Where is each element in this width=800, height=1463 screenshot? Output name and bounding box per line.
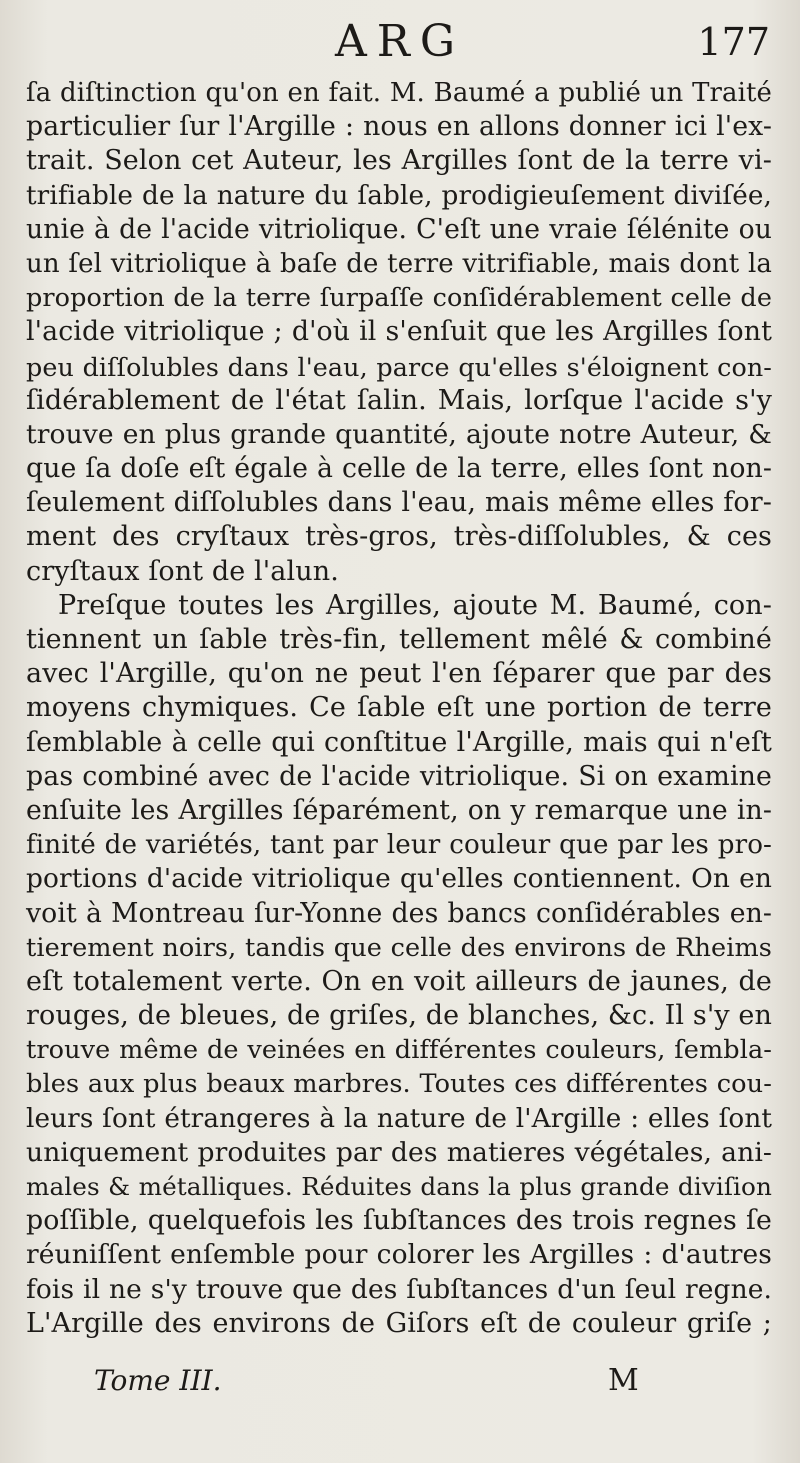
text-line: ſidérablement de l'état ſalin. Mais, lorſque l'acide s'y bbox=[26, 384, 772, 416]
text-line: proportion de la terre ſurpaſſe conſidérablement celle de bbox=[26, 283, 772, 314]
text-line: uniquement produites par des matieres végétales, ani- bbox=[26, 1136, 772, 1168]
text-line: voit à Montreau ſur-Yonne des bancs conſidérables en- bbox=[26, 897, 772, 929]
text-line: un ſel vitriolique à baſe de terre vitrifiable, mais dont la bbox=[26, 248, 772, 279]
text-line: fois il ne s'y trouve que des ſubſtances d'un ſeul regne. bbox=[26, 1273, 772, 1305]
text-line: trait. Selon cet Auteur, les Argilles ſont de la terre vi- bbox=[26, 145, 772, 177]
text-line: trouve même de veinées en différentes couleurs, ſembla- bbox=[26, 1035, 772, 1066]
text-line: tiennent un ſable très-fin, tellement mêlé & combiné bbox=[26, 624, 772, 655]
page-footer bbox=[0, 1361, 800, 1401]
text-line: L'Argille des environs de Giſors eſt de couleur griſe ; bbox=[26, 1307, 772, 1339]
text-line: unie à de l'acide vitriolique. C'eſt une vraie ſélénite ou bbox=[26, 213, 772, 245]
page-number: 177 bbox=[697, 20, 770, 64]
text-line: eſt totalement verte. On en voit ailleurs de jaunes, de bbox=[26, 965, 772, 997]
page-header bbox=[0, 14, 800, 70]
running-head: ARG bbox=[335, 16, 466, 67]
text-line: peu diſſolubles dans l'eau, parce qu'elles s'éloignent con- bbox=[26, 351, 772, 382]
text-line: avec l'Argille, qu'on ne peut l'en ſéparer que par des bbox=[26, 658, 772, 690]
text-line: portions d'acide vitriolique qu'elles contiennent. On en bbox=[26, 863, 772, 895]
text-line: réuniſſent enſemble pour colorer les Argilles : d'autres bbox=[26, 1239, 772, 1271]
text-line: trifiable de la nature du ſable, prodigieuſement diviſée, bbox=[26, 180, 772, 211]
text-line: tierement noirs, tandis que celle des environs de Rheims bbox=[26, 932, 772, 963]
text-line: enſuite les Argilles ſéparément, on y remarque une in- bbox=[26, 794, 772, 826]
paragraph-end-line: cryſtaux ſont de l'alun. bbox=[26, 555, 339, 587]
body-text bbox=[26, 76, 772, 1341]
text-line: ſemblable à celle qui conſtitue l'Argille, mais qui n'eſt bbox=[26, 726, 772, 758]
signature-mark: M bbox=[608, 1363, 639, 1398]
text-line: rouges, de bleues, de griſes, de blanches, &c. Il s'y en bbox=[26, 1000, 772, 1032]
text-line: ſa diſtinction qu'on en fait. M. Baumé a publié un Traité bbox=[26, 78, 772, 108]
volume-label: Tome III. bbox=[94, 1364, 222, 1397]
text-line: moyens chymiques. Ce ſable eſt une portion de terre bbox=[26, 692, 772, 724]
text-line: bles aux plus beaux marbres. Toutes ces différentes cou- bbox=[26, 1069, 772, 1100]
text-line: pas combiné avec de l'acide vitriolique. Si on examine bbox=[26, 760, 772, 792]
text-line: trouve en plus grande quantité, ajoute notre Auteur, & bbox=[26, 418, 772, 450]
text-line: ſeulement diſſolubles dans l'eau, mais même elles for- bbox=[26, 487, 772, 519]
text-line: que ſa doſe eſt égale à celle de la terre, elles ſont non- bbox=[26, 453, 772, 485]
text-line: particulier ſur l'Argille : nous en allons donner ici l'ex- bbox=[26, 111, 772, 143]
text-line: ment des cryſtaux très-gros, très-diſſolubles, & ces bbox=[26, 521, 772, 553]
text-line: males & métalliques. Réduites dans la plus grande diviſion bbox=[26, 1172, 772, 1201]
text-line: l'acide vitriolique ; d'où il s'enſuit que les Argilles ſont bbox=[26, 316, 772, 348]
text-line: poſſible, quelquefois les ſubſtances des trois regnes ſe bbox=[26, 1205, 772, 1237]
text-line: finité de variétés, tant par leur couleur que par les pro- bbox=[26, 830, 772, 861]
text-line: leurs ſont étrangeres à la nature de l'Argille : elles ſont bbox=[26, 1103, 772, 1134]
paragraph-first-line: Preſque toutes les Argilles, ajoute M. Baumé, con- bbox=[58, 589, 772, 621]
